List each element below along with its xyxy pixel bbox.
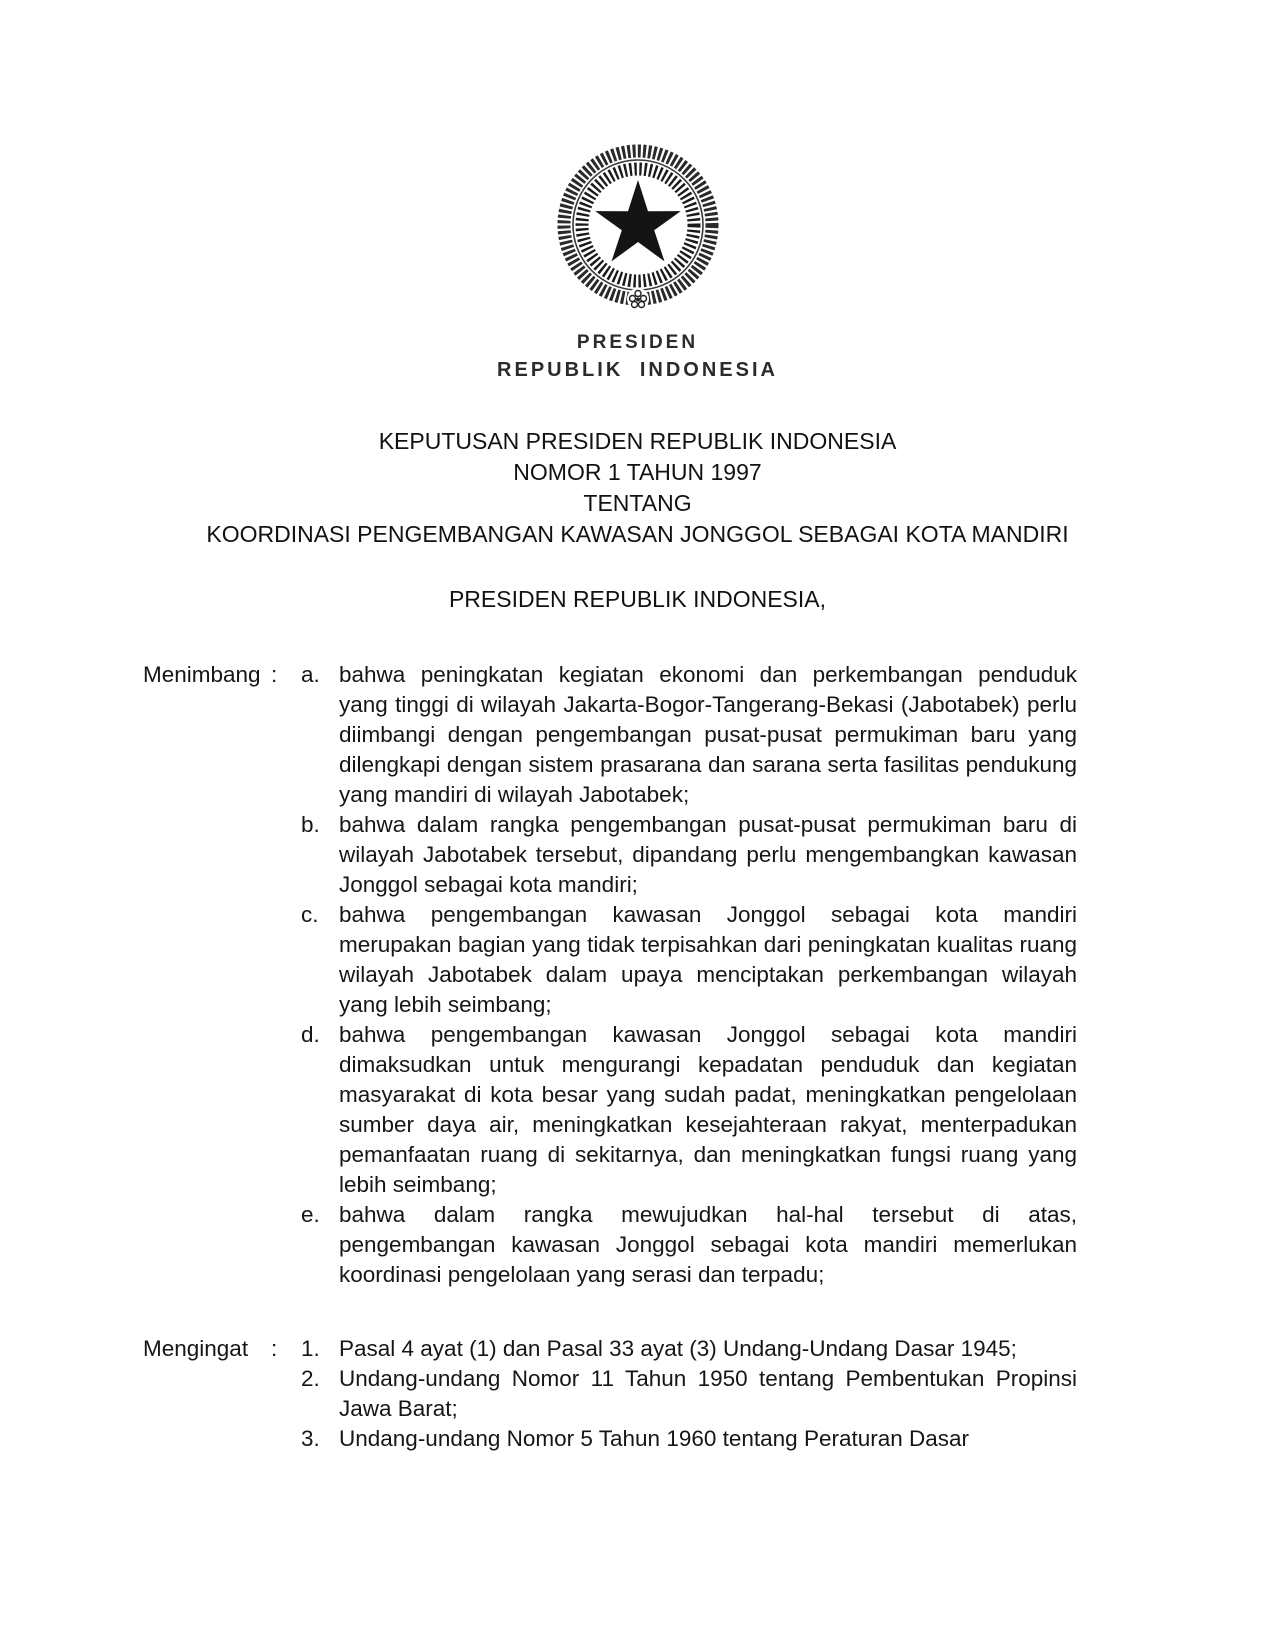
letterhead <box>0 330 1275 384</box>
item-marker: c. <box>301 902 319 927</box>
item-text: bahwa pengembangan kawasan Jonggol sebagai kota mandiri merupakan bagian yang tidak terpisahkan dari peningkatan kualitas ruang wilayah Jabotabek dalam upaya menciptakan perkembangan wilayah yang lebih seimbang; <box>339 902 1077 1017</box>
item-marker: e. <box>301 1202 320 1227</box>
item-marker: b. <box>301 812 320 837</box>
consideration-item <box>301 1200 1077 1290</box>
section-label: Mengingat <box>143 1336 249 1361</box>
letterhead-republik-indonesia: REPUBLIK INDONESIA <box>497 359 778 381</box>
consideration-item <box>301 810 1077 900</box>
consideration-item <box>301 900 1077 1020</box>
legal-basis-item <box>301 1424 1077 1454</box>
consideration-item <box>301 1020 1077 1200</box>
decree-title-line4: KOORDINASI PENGEMBANGAN KAWASAN JONGGOL SEBAGAI KOTA MANDIRI <box>206 521 1069 547</box>
section-items <box>301 1334 1077 1454</box>
star-wreath-icon <box>553 140 723 315</box>
section-colon: : <box>271 662 278 687</box>
document-body <box>0 660 1275 1454</box>
item-marker: d. <box>301 1022 320 1047</box>
item-marker: 2. <box>301 1366 320 1391</box>
item-text: bahwa pengembangan kawasan Jonggol sebagai kota mandiri dimaksudkan untuk mengurangi kepadatan penduduk dan kegiatan masyarakat di kota besar yang sudah padat, meningkatkan pengelolaan sumber daya air, meningkatkan kesejahteraan rakyat, menterpadukan pemanfaatan ruang di sekitarnya, dan meningkatkan fungsi ruang yang lebih seimbang; <box>339 1022 1077 1197</box>
section-colon: : <box>271 1336 278 1361</box>
title-block <box>0 426 1275 550</box>
item-marker: 3. <box>301 1426 320 1451</box>
item-marker: a. <box>301 662 320 687</box>
issuing-authority: PRESIDEN REPUBLIK INDONESIA, <box>448 586 827 612</box>
decree-title-line2: NOMOR 1 TAHUN 1997 <box>513 459 762 485</box>
section-menimbang <box>143 660 1077 1290</box>
item-text: Pasal 4 ayat (1) dan Pasal 33 ayat (3) Undang-Undang Dasar 1945; <box>339 1336 1017 1361</box>
section-items <box>301 660 1077 1290</box>
section-mengingat <box>143 1334 1077 1454</box>
item-text: bahwa dalam rangka mewujudkan hal-hal tersebut di atas, pengembangan kawasan Jonggol sebagai kota mandiri memerlukan koordinasi pengelolaan yang serasi dan terpadu; <box>339 1202 1077 1287</box>
letterhead-presiden: PRESIDEN <box>576 332 699 353</box>
item-text: bahwa peningkatan kegiatan ekonomi dan perkembangan penduduk yang tinggi di wilayah Jakarta-Bogor-Tangerang-Bekasi (Jabotabek) perlu diimbangi dengan pengembangan pusat-pusat permukiman baru yang dilengkapi dengan sistem prasarana dan sarana serta fasilitas pendukung yang mandiri di wilayah Jabotabek; <box>339 662 1077 807</box>
legal-basis-item <box>301 1334 1077 1364</box>
item-text: Undang-undang Nomor 11 Tahun 1950 tentang Pembentukan Propinsi Jawa Barat; <box>339 1366 1077 1421</box>
legal-basis-item <box>301 1364 1077 1424</box>
consideration-item <box>301 660 1077 810</box>
section-label: Menimbang <box>143 662 261 687</box>
item-marker: 1. <box>301 1336 320 1361</box>
decree-title-line3: TENTANG <box>583 490 692 516</box>
national-emblem <box>553 140 723 320</box>
item-text: bahwa dalam rangka pengembangan pusat-pusat permukiman baru di wilayah Jabotabek tersebut, dipandang perlu mengembangkan kawasan Jonggol sebagai kota mandiri; <box>339 812 1077 897</box>
item-text: Undang-undang Nomor 5 Tahun 1960 tentang Peraturan Dasar <box>339 1426 970 1451</box>
decree-title-line1: KEPUTUSAN PRESIDEN REPUBLIK INDONESIA <box>378 428 897 454</box>
